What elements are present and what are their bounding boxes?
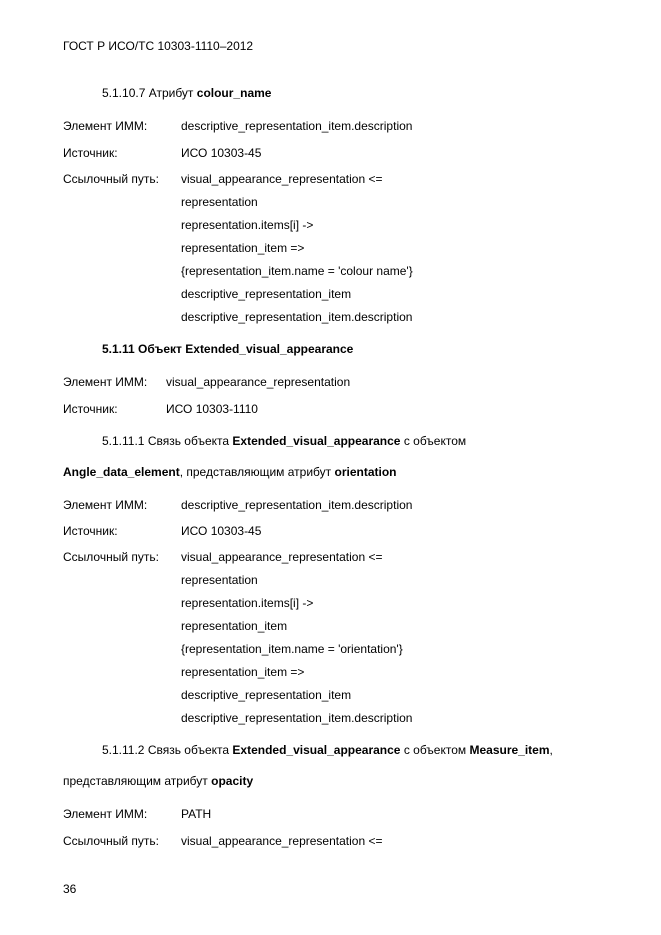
page-header: ГОСТ Р ИСО/ТС 10303-1110–2012 <box>63 39 254 53</box>
mim-value: PATH <box>181 807 212 821</box>
reference-path-line: representation_item => <box>181 241 305 255</box>
reference-path-line: descriptive_representation_item.description <box>181 711 413 725</box>
reference-path-line: visual_appearance_representation <= <box>181 834 383 848</box>
reference-path-line: visual_appearance_representation <= <box>181 172 383 186</box>
reference-path-line: representation <box>181 573 258 587</box>
reference-path-line: representation_item => <box>181 665 305 679</box>
reference-path-line: descriptive_representation_item <box>181 688 352 702</box>
reference-path-line: representation.items[i] -> <box>181 218 314 232</box>
reference-path-label: Ссылочный путь: <box>63 172 159 186</box>
reference-path-line: {representation_item.name = 'colour name'} <box>181 264 413 278</box>
reference-path-line: {representation_item.name = 'orientation'} <box>181 642 403 656</box>
reference-path-line: representation <box>181 195 258 209</box>
reference-path-line: representation.items[i] -> <box>181 596 314 610</box>
source-value: ИСО 10303-1110 <box>166 402 258 416</box>
source-value: ИСО 10303-45 <box>181 524 262 538</box>
mim-label: Элемент ИММ: <box>63 119 148 133</box>
mim-value: descriptive_representation_item.description <box>181 498 413 512</box>
section-heading-5-1-11-2: 5.1.11.2 Связь объекта Extended_visual_appearance с объектом Measure_item, <box>102 743 553 757</box>
source-label: Источник: <box>63 146 118 160</box>
reference-path-line: representation_item <box>181 619 288 633</box>
section-heading-5-1-11-1: 5.1.11.1 Связь объекта Extended_visual_appearance с объектом <box>102 434 467 448</box>
source-label: Источник: <box>63 402 118 416</box>
section-heading-continuation: Angle_data_element, представляющим атрибут orientation <box>63 465 397 479</box>
mim-label: Элемент ИММ: <box>63 807 148 821</box>
section-heading-5-1-11: 5.1.11 Объект Extended_visual_appearance <box>102 342 354 356</box>
section-heading-continuation: представляющим атрибут opacity <box>63 774 254 788</box>
reference-path-line: descriptive_representation_item.description <box>181 310 413 324</box>
mim-label: Элемент ИММ: <box>63 375 148 389</box>
section-heading-5-1-10-7: 5.1.10.7 Атрибут colour_name <box>102 86 272 100</box>
reference-path-line: visual_appearance_representation <= <box>181 550 383 564</box>
source-label: Источник: <box>63 524 118 538</box>
mim-label: Элемент ИММ: <box>63 498 148 512</box>
mim-value: descriptive_representation_item.description <box>181 119 413 133</box>
page-number: 36 <box>63 882 77 896</box>
source-value: ИСО 10303-45 <box>181 146 262 160</box>
mim-value: visual_appearance_representation <box>166 375 351 389</box>
reference-path-line: descriptive_representation_item <box>181 287 352 301</box>
reference-path-label: Ссылочный путь: <box>63 550 159 564</box>
reference-path-label: Ссылочный путь: <box>63 834 159 848</box>
